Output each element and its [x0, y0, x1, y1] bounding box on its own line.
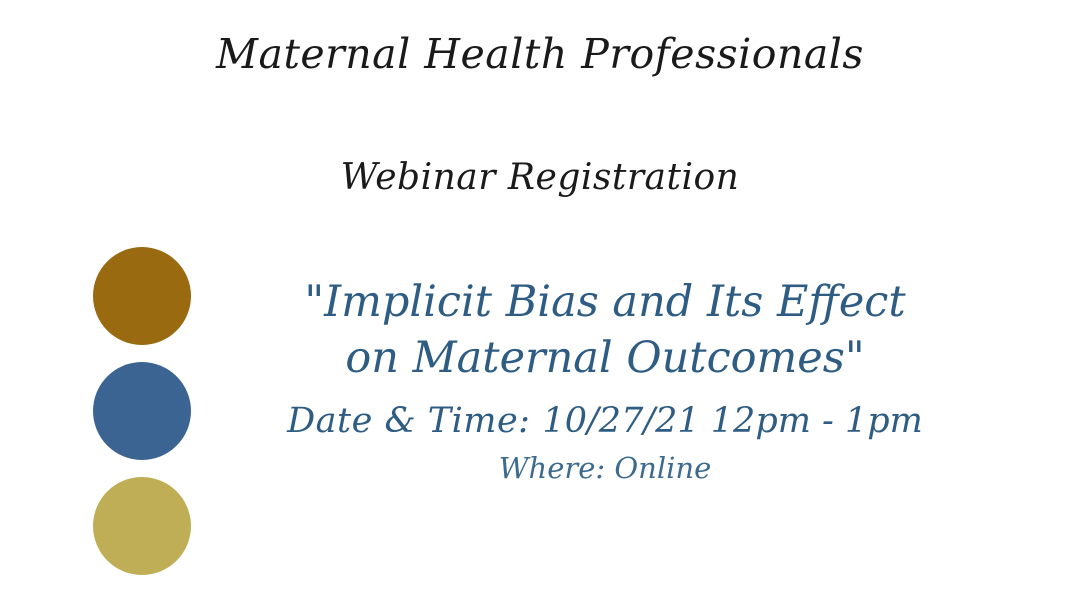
webinar-topic-line-2: on Maternal Outcomes" [345, 332, 865, 383]
organization-title: Maternal Health Professionals [216, 30, 864, 78]
datetime-value: 10/27/21 12pm - 1pm [542, 400, 923, 441]
event-details [215, 275, 995, 485]
decorative-circles [92, 247, 192, 575]
circle-gold-icon [93, 477, 191, 575]
page-title: Webinar Registration [340, 157, 740, 198]
event-location: Where: Online [498, 450, 712, 485]
webinar-topic-line-1: "Implicit Bias and Its Effect [304, 277, 906, 327]
event-datetime [215, 401, 995, 441]
circle-blue-icon [93, 362, 191, 460]
webinar-topic [215, 275, 995, 387]
circle-ochre-icon [93, 247, 191, 345]
datetime-label: Date & Time: [287, 400, 531, 441]
